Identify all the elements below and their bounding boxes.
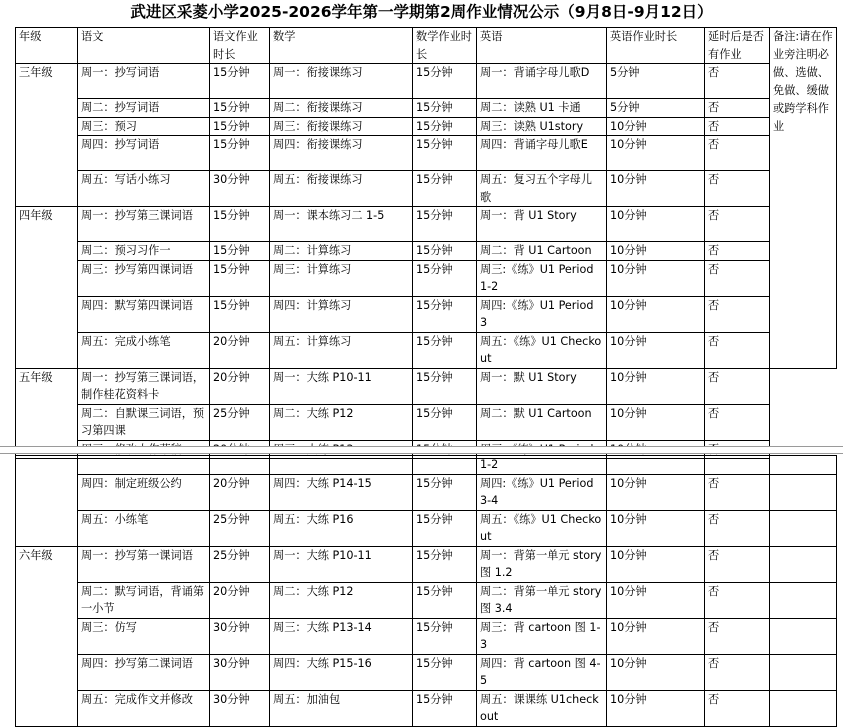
chinese-time-cell: 15分钟 <box>210 64 270 99</box>
math-time-cell: 15分钟 <box>413 474 477 510</box>
table-row <box>16 690 837 726</box>
chinese-time-cell: 30分钟 <box>210 618 270 654</box>
math-time-cell: 15分钟 <box>413 404 477 440</box>
english-cell: 周二：背 U1 Cartoon <box>477 242 607 261</box>
english-time-cell: 10分钟 <box>607 207 705 242</box>
table-row <box>16 171 837 207</box>
delay-cell: 否 <box>705 332 770 368</box>
math-cell: 周二：大练 P12 <box>270 404 413 440</box>
table-row <box>16 654 837 690</box>
english-time-cell: 10分钟 <box>607 404 705 440</box>
math-time-cell: 15分钟 <box>413 582 477 618</box>
delay-cell: 否 <box>705 368 770 404</box>
table-row <box>16 510 837 546</box>
header-chinese-time: 语文作业时长 <box>210 28 270 64</box>
chinese-time-cell: 30分钟 <box>210 171 270 207</box>
english-time-cell: 10分钟 <box>607 296 705 332</box>
note-cell-empty <box>770 690 837 726</box>
delay-cell: 否 <box>705 260 770 296</box>
english-cell: 周一：背 U1 Story <box>477 207 607 242</box>
table-row <box>16 136 837 171</box>
chinese-cell: 周五：写话小练习 <box>78 171 210 207</box>
table-row <box>16 404 837 440</box>
chinese-cell: 周一：抄写第一课词语 <box>78 546 210 582</box>
math-cell: 周二：大练 P12 <box>270 582 413 618</box>
chinese-cell <box>78 456 210 475</box>
math-cell: 周五：衔接课练习 <box>270 171 413 207</box>
english-cell: 1-2 <box>477 456 607 475</box>
english-cell: 周五：复习五个字母儿歌 <box>477 171 607 207</box>
english-cell: 周二：默 U1 Cartoon <box>477 404 607 440</box>
english-cell: 周一：默 U1 Story <box>477 368 607 404</box>
header-delay: 延时后是否有作业 <box>705 28 770 64</box>
table-row <box>16 582 837 618</box>
delay-cell: 否 <box>705 117 770 136</box>
chinese-time-cell: 20分钟 <box>210 474 270 510</box>
homework-table-page-2 <box>15 455 837 727</box>
english-cell: 周三：背 cartoon 图 1-3 <box>477 618 607 654</box>
math-cell <box>270 456 413 475</box>
chinese-cell: 周二：自默课三词语，预习第四课 <box>78 404 210 440</box>
chinese-cell: 周五：完成小练笔 <box>78 332 210 368</box>
header-math: 数学 <box>270 28 413 64</box>
delay-cell: 否 <box>705 546 770 582</box>
english-cell: 周四：背 cartoon 图 4-5 <box>477 654 607 690</box>
note-cell-empty <box>770 654 837 690</box>
chinese-cell: 周三：抄写第四课词语 <box>78 260 210 296</box>
note-cell-empty <box>770 510 837 546</box>
header-row <box>16 28 837 64</box>
math-time-cell: 15分钟 <box>413 207 477 242</box>
math-cell: 周三：大练 P13-14 <box>270 618 413 654</box>
math-cell: 周五：大练 P16 <box>270 510 413 546</box>
math-cell: 周三：计算练习 <box>270 260 413 296</box>
chinese-cell: 周一：抄写第三课词语，制作桂花资料卡 <box>78 368 210 404</box>
header-note: 备注:请在作业旁注明必做、选做、免做、缓做或跨学科作业 <box>770 28 837 369</box>
english-cell: 周五：课课练 U1checkout <box>477 690 607 726</box>
math-cell: 周一：大练 P10-11 <box>270 368 413 404</box>
delay-cell <box>705 456 770 475</box>
math-cell: 周四：计算练习 <box>270 296 413 332</box>
table-row <box>16 332 837 368</box>
grade-label: 三年级 <box>16 64 78 207</box>
chinese-cell: 周四：抄写第二课词语 <box>78 654 210 690</box>
math-cell: 周五：加油包 <box>270 690 413 726</box>
table-row <box>16 117 837 136</box>
math-time-cell: 15分钟 <box>413 690 477 726</box>
note-cell-empty <box>770 546 837 582</box>
grade-label: 四年级 <box>16 207 78 369</box>
math-cell: 周一：大练 P10-11 <box>270 546 413 582</box>
math-time-cell: 15分钟 <box>413 171 477 207</box>
table-row <box>16 474 837 510</box>
english-time-cell: 5分钟 <box>607 99 705 118</box>
chinese-cell: 周三：预习 <box>78 117 210 136</box>
math-time-cell: 15分钟 <box>413 260 477 296</box>
header-grade: 年级 <box>16 28 78 64</box>
english-time-cell: 10分钟 <box>607 690 705 726</box>
chinese-cell: 周三：仿写 <box>78 618 210 654</box>
english-cell: 周四:《练》U1 Period 3-4 <box>477 474 607 510</box>
chinese-time-cell: 30分钟 <box>210 654 270 690</box>
note-cell-empty <box>770 474 837 510</box>
chinese-cell: 周二：预习习作一 <box>78 242 210 261</box>
table-row <box>16 242 837 261</box>
header-math-time: 数学作业时长 <box>413 28 477 64</box>
header-english: 英语 <box>477 28 607 64</box>
delay-cell: 否 <box>705 582 770 618</box>
english-cell: 周五：《练》U1 Checkout <box>477 332 607 368</box>
chinese-time-cell: 15分钟 <box>210 242 270 261</box>
note-cell-empty <box>770 618 837 654</box>
chinese-time-cell: 15分钟 <box>210 296 270 332</box>
math-cell: 周一：课本练习二 1-5 <box>270 207 413 242</box>
chinese-time-cell <box>210 456 270 475</box>
english-cell: 周一：背第一单元 story 图 1.2 <box>477 546 607 582</box>
math-cell: 周四：衔接课练习 <box>270 136 413 171</box>
math-time-cell: 15分钟 <box>413 368 477 404</box>
delay-cell: 否 <box>705 404 770 440</box>
math-time-cell: 15分钟 <box>413 296 477 332</box>
chinese-time-cell: 30分钟 <box>210 690 270 726</box>
delay-cell: 否 <box>705 136 770 171</box>
english-time-cell: 10分钟 <box>607 260 705 296</box>
chinese-time-cell: 15分钟 <box>210 136 270 171</box>
grade-label: 五年级 <box>16 368 78 459</box>
note-cell-empty <box>770 456 837 475</box>
math-time-cell: 15分钟 <box>413 618 477 654</box>
delay-cell: 否 <box>705 474 770 510</box>
math-time-cell: 15分钟 <box>413 117 477 136</box>
math-time-cell: 15分钟 <box>413 99 477 118</box>
delay-cell: 否 <box>705 242 770 261</box>
chinese-time-cell: 15分钟 <box>210 117 270 136</box>
english-time-cell: 10分钟 <box>607 582 705 618</box>
english-time-cell: 10分钟 <box>607 510 705 546</box>
english-cell: 周五：《练》U1 Checkout <box>477 510 607 546</box>
chinese-cell: 周一：抄写第三课词语 <box>78 207 210 242</box>
chinese-time-cell: 15分钟 <box>210 260 270 296</box>
english-time-cell: 10分钟 <box>607 117 705 136</box>
chinese-time-cell: 20分钟 <box>210 582 270 618</box>
table-row <box>16 207 837 242</box>
table-row <box>16 296 837 332</box>
math-time-cell: 15分钟 <box>413 64 477 99</box>
chinese-time-cell: 25分钟 <box>210 546 270 582</box>
english-cell: 周二：背第一单元 story 图 3.4 <box>477 582 607 618</box>
delay-cell: 否 <box>705 64 770 99</box>
math-cell: 周二：计算练习 <box>270 242 413 261</box>
delay-cell: 否 <box>705 296 770 332</box>
math-cell: 周三：衔接课练习 <box>270 117 413 136</box>
page-title: 武进区采菱小学2025-2026学年第一学期第2周作业情况公示（9月8日-9月12日） <box>130 3 713 21</box>
table-row <box>16 368 837 404</box>
math-time-cell: 15分钟 <box>413 242 477 261</box>
english-time-cell: 10分钟 <box>607 332 705 368</box>
english-time-cell: 10分钟 <box>607 368 705 404</box>
english-time-cell <box>607 456 705 475</box>
table-row <box>16 456 837 475</box>
table-row <box>16 618 837 654</box>
delay-cell: 否 <box>705 654 770 690</box>
english-time-cell: 10分钟 <box>607 618 705 654</box>
homework-table-page-1 <box>15 27 837 459</box>
grade-label <box>16 456 78 547</box>
math-cell: 周一：衔接课练习 <box>270 64 413 99</box>
chinese-time-cell: 25分钟 <box>210 510 270 546</box>
english-time-cell: 10分钟 <box>607 546 705 582</box>
math-cell: 周四：大练 P15-16 <box>270 654 413 690</box>
math-cell: 周四：大练 P14-15 <box>270 474 413 510</box>
english-time-cell: 10分钟 <box>607 242 705 261</box>
chinese-cell: 周四：制定班级公约 <box>78 474 210 510</box>
english-time-cell: 10分钟 <box>607 474 705 510</box>
english-cell: 周三:《练》U1 Period 1-2 <box>477 260 607 296</box>
english-time-cell: 10分钟 <box>607 654 705 690</box>
table-row <box>16 99 837 118</box>
math-time-cell: 15分钟 <box>413 510 477 546</box>
table-row <box>16 64 837 99</box>
english-time-cell: 10分钟 <box>607 171 705 207</box>
note-cell-empty <box>770 582 837 618</box>
chinese-time-cell: 25分钟 <box>210 404 270 440</box>
chinese-time-cell: 15分钟 <box>210 99 270 118</box>
english-cell: 周一：背诵字母儿歌D <box>477 64 607 99</box>
english-time-cell: 5分钟 <box>607 64 705 99</box>
header-english-time: 英语作业时长 <box>607 28 705 64</box>
english-time-cell: 10分钟 <box>607 136 705 171</box>
math-time-cell: 15分钟 <box>413 546 477 582</box>
math-time-cell: 15分钟 <box>413 654 477 690</box>
math-time-cell: 15分钟 <box>413 136 477 171</box>
math-cell: 周二：衔接课练习 <box>270 99 413 118</box>
page-break <box>0 446 843 454</box>
english-cell: 周三：读熟 U1story <box>477 117 607 136</box>
math-time-cell <box>413 456 477 475</box>
chinese-cell: 周四：默写第四课词语 <box>78 296 210 332</box>
chinese-time-cell: 20分钟 <box>210 332 270 368</box>
english-cell: 周二：读熟 U1 卡通 <box>477 99 607 118</box>
delay-cell: 否 <box>705 690 770 726</box>
chinese-cell: 周一：抄写词语 <box>78 64 210 99</box>
delay-cell: 否 <box>705 510 770 546</box>
chinese-time-cell: 15分钟 <box>210 207 270 242</box>
chinese-cell: 周五：小练笔 <box>78 510 210 546</box>
math-cell: 周五：计算练习 <box>270 332 413 368</box>
chinese-cell: 周四：抄写词语 <box>78 136 210 171</box>
header-chinese: 语文 <box>78 28 210 64</box>
table-row <box>16 546 837 582</box>
chinese-cell: 周二：默写词语，背诵第一小节 <box>78 582 210 618</box>
english-cell: 周四：背诵字母儿歌E <box>477 136 607 171</box>
chinese-cell: 周五：完成作文并修改 <box>78 690 210 726</box>
chinese-time-cell: 20分钟 <box>210 368 270 404</box>
english-cell: 周四:《练》U1 Period 3 <box>477 296 607 332</box>
delay-cell: 否 <box>705 99 770 118</box>
delay-cell: 否 <box>705 207 770 242</box>
grade-label: 六年级 <box>16 546 78 726</box>
math-time-cell: 15分钟 <box>413 332 477 368</box>
chinese-cell: 周二：抄写词语 <box>78 99 210 118</box>
table-row <box>16 260 837 296</box>
delay-cell: 否 <box>705 618 770 654</box>
delay-cell: 否 <box>705 171 770 207</box>
